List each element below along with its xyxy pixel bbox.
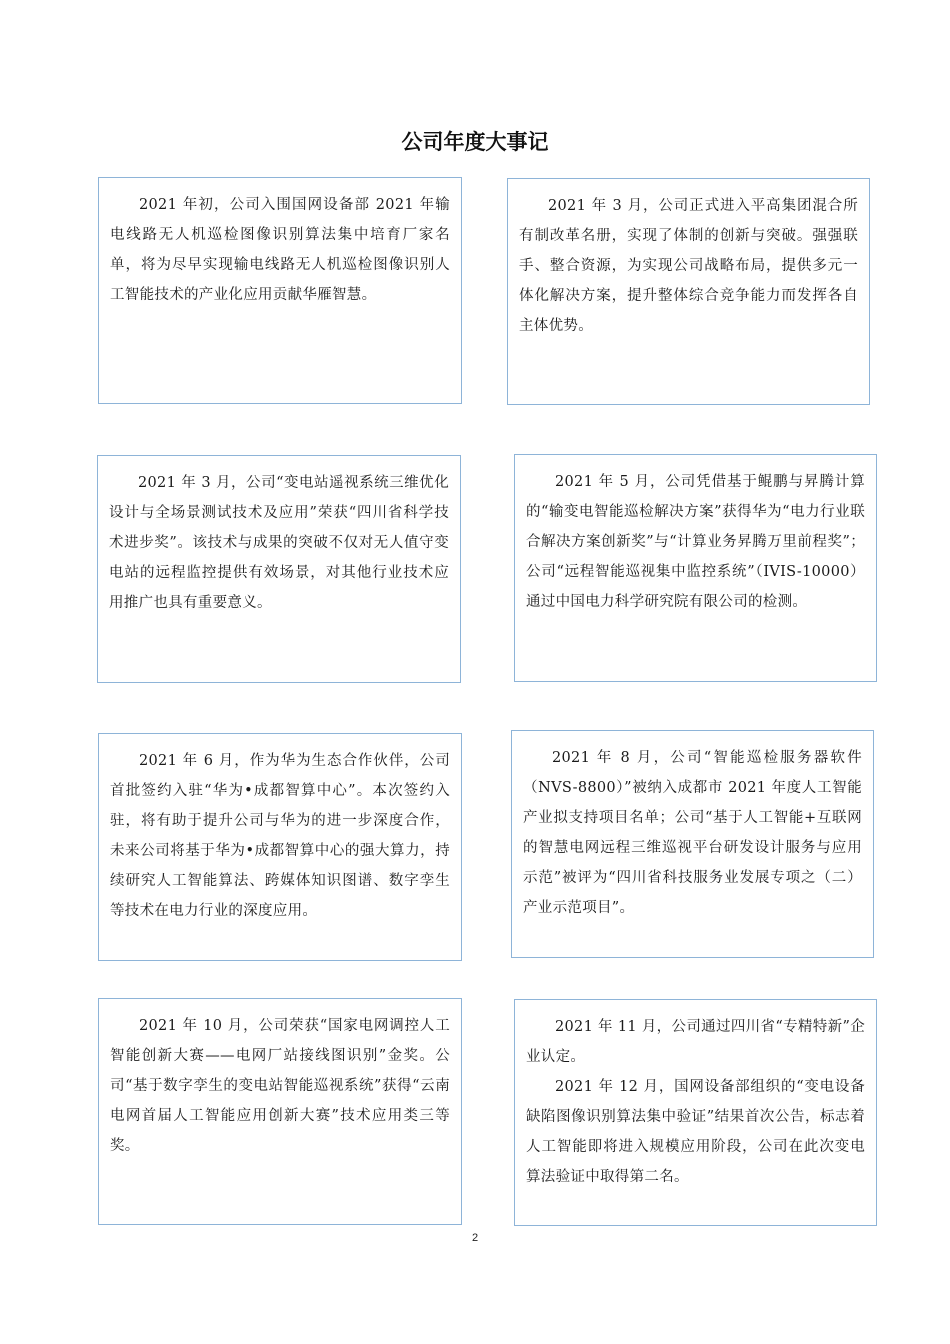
event-text: 2021 年 8 月，公司“智能巡检服务器软件（NVS-8800）”被纳入成都市 2021 年度人工智能产业拟支持项目名单；公司“基于人工智能+互联网的智慧电网远程三维巡视平台研发设计服务与应用示范”被评为“四川省科技服务业发展专项之（二）产业示范项目”。	[523, 750, 862, 916]
event-box-2	[507, 178, 870, 405]
event-box-1	[98, 177, 462, 404]
event-text: 2021 年 11 月，公司通过四川省“专精特新”企业认定。	[526, 1019, 865, 1065]
event-box-7	[98, 998, 462, 1225]
event-text: 2021 年 12 月，国网设备部组织的“变电设备缺陷图像识别算法集中验证”结果首次公告，标志着人工智能即将进入规模应用阶段，公司在此次变电算法验证中取得第二名。	[526, 1079, 865, 1185]
event-box-8	[514, 999, 877, 1226]
event-box-6	[511, 730, 874, 958]
event-text: 2021 年 10 月，公司荣获“国家电网调控人工智能创新大赛——电网厂站接线图识别”金奖。公司“基于数字孪生的变电站智能巡视系统”获得“云南电网首届人工智能应用创新大赛”技术应用类三等奖。	[110, 1018, 450, 1154]
event-text: 2021 年 5 月，公司凭借基于鲲鹏与昇腾计算的“输变电智能巡检解决方案”获得华为“电力行业联合解决方案创新奖”与“计算业务昇腾万里前程奖”；公司“远程智能巡视集中监控系统”（IVIS-10000）通过中国电力科学研究院有限公司的检测。	[526, 474, 865, 610]
event-text: 2021 年 3 月，公司“变电站遥视系统三维优化设计与全场景测试技术及应用”荣获“四川省科学技术进步奖”。该技术与成果的突破不仅对无人值守变电站的远程监控提供有效场景，对其他行业技术应用推广也具有重要意义。	[109, 475, 449, 611]
event-text: 2021 年初，公司入围国网设备部 2021 年输电线路无人机巡检图像识别算法集中培育厂家名单，将为尽早实现输电线路无人机巡检图像识别人工智能技术的产业化应用贡献华雁智慧。	[110, 197, 450, 303]
page-number: 2	[471, 1232, 479, 1244]
event-box-3	[97, 455, 461, 683]
page-title: 公司年度大事记	[401, 130, 549, 154]
event-box-4	[514, 454, 877, 682]
event-box-5	[98, 733, 462, 961]
event-text: 2021 年 6 月，作为华为生态合作伙伴，公司首批签约入驻“华为•成都智算中心”。本次签约入驻，将有助于提升公司与华为的进一步深度合作，未来公司将基于华为•成都智算中心的强大算力，持续研究人工智能算法、跨媒体知识图谱、数字孪生等技术在电力行业的深度应用。	[110, 753, 450, 919]
event-text: 2021 年 3 月，公司正式进入平高集团混合所有制改革名册，实现了体制的创新与突破。强强联手、整合资源，为实现公司战略布局，提供多元一体化解决方案，提升整体综合竞争能力而发挥各自主体优势。	[519, 198, 858, 334]
